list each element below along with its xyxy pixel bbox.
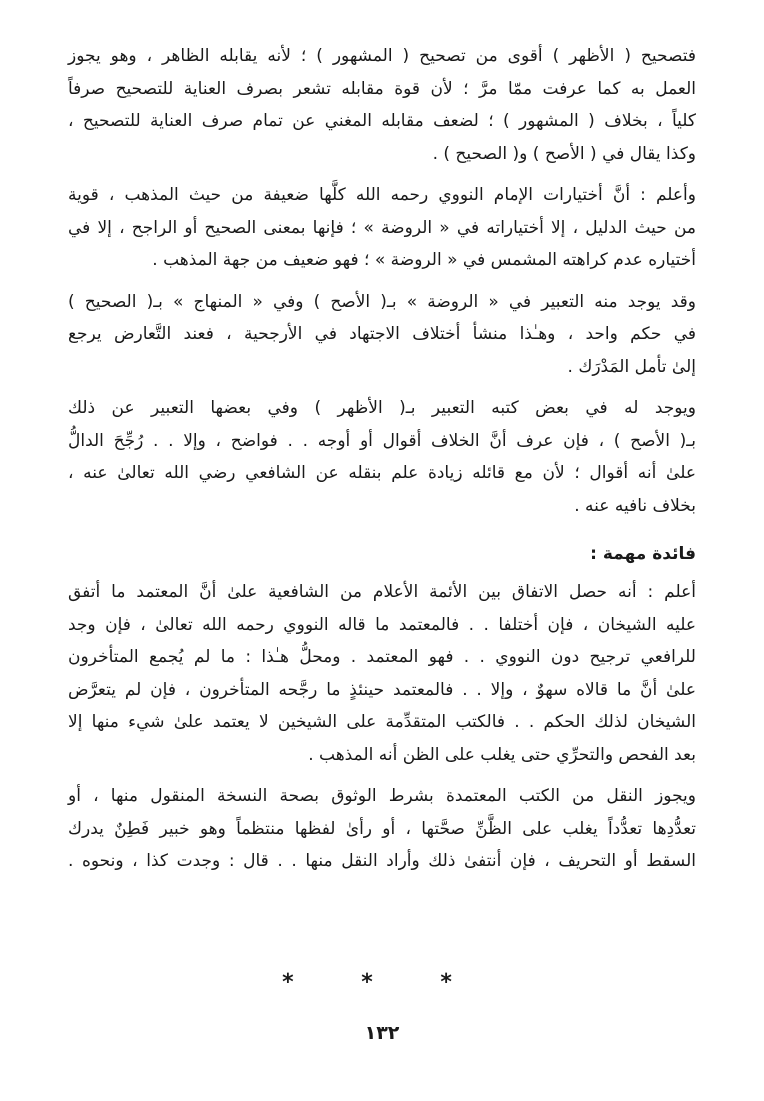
text-line: فتصحيح ( الأظهر ) أقوى من تصحيح ( المشهور ) ؛ لأنه يقابله الظاهر ، وهو يجوز	[68, 46, 696, 66]
paragraph	[68, 40, 696, 170]
text-line: الشيخان لذلك الحكم . . فالكتب المتقدِّمة على الشيخين لا يعتمد علىٰ شيء منها إلا	[68, 712, 696, 732]
text-line: العمل به كما عرفت ممّا مرَّ ؛ لأن قوة مقابله تشعر بصرف العناية للتصحيح صرفاً	[68, 78, 696, 99]
text-line: ويوجد له في بعض كتبه التعبير بـ( الأظهر ) وفي بعضها التعبير عن ذلك	[68, 398, 696, 418]
text-line: من حيث الدليل ، إلا أختياراته في « الروضة » ؛ فإنها بمعنى الصحيح أو الراجح ، إلا في	[68, 217, 696, 238]
text-line: للرافعي ترجيح دون النووي . . فهو المعتمد . ومحلُّ هـٰذا : ما لم يُجمع المتأخرون	[68, 647, 696, 667]
paragraph	[68, 576, 696, 771]
section-separator: * * *	[282, 970, 482, 995]
page-body	[68, 40, 696, 887]
text-line: عليه الشيخان ، فإن أختلفا . . فالمعتمد ما قاله النووي رحمه الله تعالىٰ ، فإن وجد	[68, 614, 696, 635]
page-number: ١٣٢	[364, 1022, 400, 1044]
text-line: علىٰ أنَّ ما قالاه سهوٌ ، وإلا . . فالمعتمد حينئذٍ ما رجَّحه المتأخرون ، فإن لم يتعرَّض	[68, 679, 696, 700]
text-line: بخلاف نافيه عنه .	[574, 495, 696, 516]
paragraph	[68, 286, 696, 384]
text-line: في حكم واحد ، وهـٰذا منشأ أختلاف الاجتهاد في الأرجحية ، فعند التَّعارض يرجع	[68, 324, 696, 344]
paragraph	[68, 392, 696, 522]
paragraph	[68, 179, 696, 277]
text-line: وقد يوجد منه التعبير في « الروضة » بـ( الأصح ) وفي « المنهاج » بـ( الصحيح )	[68, 291, 696, 312]
text-line: وكذا يقال في ( الأصح ) و( الصحيح ) .	[432, 143, 696, 164]
text-line: بـ( الأصح ) ، فإن عرف أنَّ الخلاف أقوال أو أوجه . . فواضح ، وإلا . . رُجِّحَ الدالُّ	[68, 430, 696, 451]
text-line: إلىٰ تأمل المَدْرَك .	[567, 356, 696, 377]
text-line: كلياً ، بخلاف ( المشهور ) ؛ لضعف مقابله المغني عن تمام صرف العناية للتصحيح ،	[68, 111, 696, 131]
text-line: أختياره عدم كراهته المشمس في « الروضة » ؛ فهو ضعيف من جهة المذهب .	[152, 250, 696, 270]
text-line: وأعلم : أنَّ أختيارات الإمام النووي رحمه الله كلَّها ضعيفة من حيث المذهب ، قوية	[68, 185, 696, 205]
section-heading: فائدة مهمة :	[590, 544, 696, 564]
text-line: تعدُّدِها تعدُّداً يغلب على الظَّنِّ صحَّتها ، أو رأىٰ لفظها منتظماً وهو خبير فَطِنٌ يدرك	[68, 818, 696, 839]
text-line: أعلم : أنه حصل الاتفاق بين الأئمة الأعلام من الشافعية علىٰ أنَّ المعتمد ما أتفق	[68, 582, 696, 602]
text-line: علىٰ أنه أقوال ؛ لأن مع قائله زيادة علم بنقله عن الشافعي رضي الله تعالىٰ عنه ،	[68, 463, 696, 483]
text-line: ويجوز النقل من الكتب المعتمدة بشرط الوثوق بصحة النسخة المنقول منها ، أو	[68, 786, 696, 806]
text-line: بعد الفحص والتحرِّي حتى يغلب على الظن أنه المذهب .	[308, 744, 696, 765]
text-line: السقط أو التحريف ، فإن أنتفىٰ ذلك وأراد النقل منها . . قال : وجدت كذا ، ونحوه .	[68, 851, 696, 871]
paragraph	[68, 780, 696, 878]
